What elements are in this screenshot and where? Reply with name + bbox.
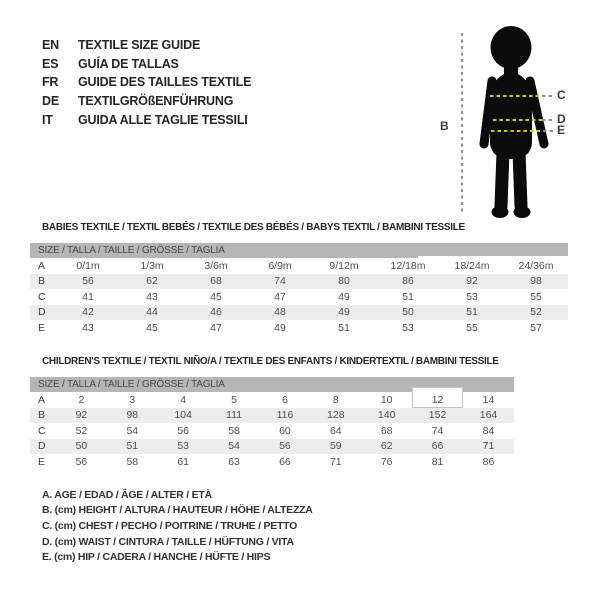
size-cell: 10 bbox=[380, 393, 393, 406]
language-title: GUIDA ALLE TAGLIE TESSILI bbox=[78, 112, 248, 127]
size-cell: 84 bbox=[482, 424, 495, 437]
language-row bbox=[42, 36, 251, 55]
size-cell: 140 bbox=[377, 409, 396, 422]
size-cell: 41 bbox=[82, 290, 94, 303]
size-cell: 14 bbox=[482, 393, 495, 406]
size-cell: 55 bbox=[530, 290, 542, 303]
row-label: D bbox=[38, 440, 46, 453]
size-cell: 74 bbox=[274, 275, 286, 288]
row-label: A bbox=[38, 259, 46, 272]
size-cell: 2 bbox=[78, 393, 85, 406]
legend-item: E. (cm) HIP / CADERA / HANCHE / HÜFTE / HIPS bbox=[42, 551, 271, 564]
size-cell: 12/18m bbox=[390, 259, 426, 272]
size-cell: 164 bbox=[479, 409, 498, 422]
size-cell: 44 bbox=[146, 306, 158, 319]
size-table-row bbox=[30, 439, 514, 455]
size-cell: 54 bbox=[126, 424, 139, 437]
size-table-row bbox=[30, 305, 568, 321]
size-cell: 12 bbox=[412, 392, 463, 408]
size-cell: 60 bbox=[279, 424, 291, 437]
waist-measure-line-tail bbox=[542, 119, 555, 121]
size-cell: 86 bbox=[402, 275, 414, 288]
size-cell: 47 bbox=[274, 290, 286, 303]
language-code: FR bbox=[42, 75, 59, 90]
size-cell: 46 bbox=[210, 306, 222, 319]
children-section-title: CHILDREN'S TEXTILE / TEXTIL NIÑO/A / TEXTILE DES ENFANTS / KINDERTEXTIL / BAMBINI TESSILE bbox=[42, 356, 499, 367]
size-cell: 0/1m bbox=[76, 259, 100, 272]
size-cell: 24/36m bbox=[518, 259, 554, 272]
measure-label-b: B bbox=[440, 119, 449, 133]
legend-item: A. AGE / EDAD / ÂGE / ALTER / ETÀ bbox=[42, 488, 212, 501]
size-cell: 45 bbox=[210, 290, 222, 303]
size-table-row bbox=[30, 392, 514, 408]
measure-label-d: D bbox=[557, 112, 566, 126]
size-cell: 111 bbox=[226, 409, 243, 422]
size-cell: 53 bbox=[466, 290, 478, 303]
silhouette-head bbox=[491, 26, 532, 69]
size-table-row bbox=[30, 274, 568, 290]
size-cell: 56 bbox=[279, 440, 291, 453]
size-cell: 52 bbox=[530, 306, 542, 319]
size-cell: 50 bbox=[402, 306, 414, 319]
row-label: E bbox=[38, 455, 46, 468]
row-label: B bbox=[38, 275, 46, 288]
size-cell: 68 bbox=[210, 275, 222, 288]
size-table-row bbox=[30, 320, 568, 336]
size-table-row bbox=[30, 258, 568, 274]
row-label: B bbox=[38, 409, 46, 422]
size-header-label: SIZE / TALLA / TAILLE / GRÖSSE / TAGLIA bbox=[30, 377, 514, 392]
size-cell: 64 bbox=[329, 424, 342, 437]
size-cell: 59 bbox=[329, 440, 342, 453]
size-cell: 6 bbox=[282, 393, 288, 406]
size-cell: 43 bbox=[146, 290, 158, 303]
size-cell: 54 bbox=[228, 440, 240, 453]
language-row bbox=[42, 55, 251, 74]
size-cell: 49 bbox=[338, 290, 350, 303]
size-table-row bbox=[30, 454, 514, 470]
language-row bbox=[42, 92, 251, 111]
row-label: C bbox=[38, 424, 46, 437]
size-cell: 71 bbox=[482, 440, 495, 453]
size-cell: 49 bbox=[338, 306, 350, 319]
language-title: TEXTILGRÖßENFÜHRUNG bbox=[78, 94, 234, 109]
size-cell: 45 bbox=[146, 321, 158, 334]
size-cell: 53 bbox=[402, 321, 414, 334]
size-cell: 66 bbox=[279, 455, 291, 468]
size-cell: 57 bbox=[530, 321, 542, 334]
language-title: GUIDE DES TAILLES TEXTILE bbox=[78, 75, 252, 90]
children-size-table bbox=[30, 377, 514, 470]
language-code: EN bbox=[42, 38, 59, 53]
size-cell: 50 bbox=[75, 440, 88, 453]
size-cell: 92 bbox=[466, 275, 478, 288]
size-cell: 98 bbox=[530, 275, 542, 288]
waist-measure-line bbox=[493, 119, 542, 121]
size-cell: 81 bbox=[431, 455, 444, 468]
size-cell: 62 bbox=[380, 440, 393, 453]
band-cut-artifact bbox=[418, 256, 568, 259]
row-label: C bbox=[38, 290, 46, 303]
size-cell: 58 bbox=[126, 455, 139, 468]
size-cell: 43 bbox=[82, 321, 94, 334]
child-silhouette bbox=[478, 26, 550, 220]
size-cell: 68 bbox=[380, 424, 393, 437]
size-cell: 58 bbox=[228, 424, 240, 437]
size-cell: 80 bbox=[338, 275, 350, 288]
size-cell: 104 bbox=[174, 409, 192, 422]
size-cell: 49 bbox=[274, 321, 286, 334]
size-cell: 48 bbox=[274, 306, 286, 319]
babies-size-table bbox=[30, 243, 568, 336]
babies-section-title: BABIES TEXTILE / TEXTIL BEBÉS / TEXTILE DES BÉBÉS / BABYS TEXTIL / BAMBINI TESSILE bbox=[42, 222, 465, 233]
size-cell: 61 bbox=[177, 455, 190, 468]
hip-measure-line-tail bbox=[543, 130, 555, 132]
language-row bbox=[42, 73, 251, 92]
language-row bbox=[42, 110, 251, 129]
size-table-row bbox=[30, 423, 514, 439]
size-cell: 86 bbox=[482, 455, 495, 468]
size-table-row bbox=[30, 289, 568, 305]
language-title: GUÍA DE TALLAS bbox=[78, 56, 179, 71]
size-cell: 51 bbox=[126, 440, 139, 453]
size-table-row bbox=[30, 408, 514, 424]
size-cell: 4 bbox=[180, 393, 187, 406]
size-cell: 51 bbox=[338, 321, 350, 334]
size-cell: 56 bbox=[177, 424, 190, 437]
selected-cell-artifact bbox=[412, 387, 463, 393]
size-cell: 3/6m bbox=[204, 259, 228, 272]
size-cell: 92 bbox=[75, 409, 88, 422]
size-cell: 128 bbox=[327, 409, 345, 422]
size-cell: 5 bbox=[231, 393, 237, 406]
size-cell: 116 bbox=[276, 409, 294, 422]
size-cell: 56 bbox=[75, 455, 88, 468]
row-label: A bbox=[38, 393, 46, 406]
measure-label-c: C bbox=[557, 88, 566, 102]
size-cell: 1/3m bbox=[140, 259, 164, 272]
size-cell: 47 bbox=[210, 321, 222, 334]
size-cell: 8 bbox=[332, 393, 339, 406]
size-cell: 53 bbox=[177, 440, 190, 453]
size-cell: 63 bbox=[228, 455, 240, 468]
legend-item: B. (cm) HEIGHT / ALTURA / HAUTEUR / HÖHE / ALTEZZA bbox=[42, 504, 313, 517]
size-cell: 52 bbox=[75, 424, 88, 437]
size-cell: 55 bbox=[466, 321, 478, 334]
size-cell: 74 bbox=[431, 424, 444, 437]
legend-item: D. (cm) WAIST / CINTURA / TAILLE / HÜFTUNG / VITA bbox=[42, 535, 294, 548]
chest-measure-line bbox=[490, 95, 542, 97]
size-cell: 66 bbox=[431, 440, 444, 453]
language-code: DE bbox=[42, 94, 59, 109]
size-cell: 51 bbox=[466, 306, 478, 319]
language-code: ES bbox=[42, 56, 59, 71]
size-cell: 76 bbox=[380, 455, 393, 468]
size-cell: 152 bbox=[428, 409, 447, 422]
language-code: IT bbox=[42, 112, 53, 127]
size-header-label: SIZE / TALLA / TAILLE / GRÖSSE / TAGLIA bbox=[30, 243, 568, 258]
size-cell: 51 bbox=[402, 290, 414, 303]
size-cell: 42 bbox=[82, 306, 94, 319]
language-title: TEXTILE SIZE GUIDE bbox=[78, 38, 201, 53]
measure-legend bbox=[42, 487, 313, 565]
size-cell: 98 bbox=[126, 409, 139, 422]
height-measure-line bbox=[461, 33, 463, 214]
size-cell: 56 bbox=[82, 275, 94, 288]
size-cell: 6/9m bbox=[268, 259, 292, 272]
size-cell: 71 bbox=[329, 455, 342, 468]
hip-measure-line bbox=[491, 130, 543, 132]
legend-item: C. (cm) CHEST / PECHO / POITRINE / TRUHE / PETTO bbox=[42, 519, 298, 532]
size-cell: 18/24m bbox=[454, 259, 490, 272]
size-cell: 9/12m bbox=[329, 259, 359, 272]
size-cell: 3 bbox=[129, 393, 136, 406]
row-label: D bbox=[38, 306, 46, 319]
row-label: E bbox=[38, 321, 46, 334]
measure-label-e: E bbox=[557, 123, 566, 137]
chest-measure-line-tail bbox=[542, 95, 555, 97]
language-title-list bbox=[42, 36, 251, 129]
size-cell: 62 bbox=[146, 275, 158, 288]
